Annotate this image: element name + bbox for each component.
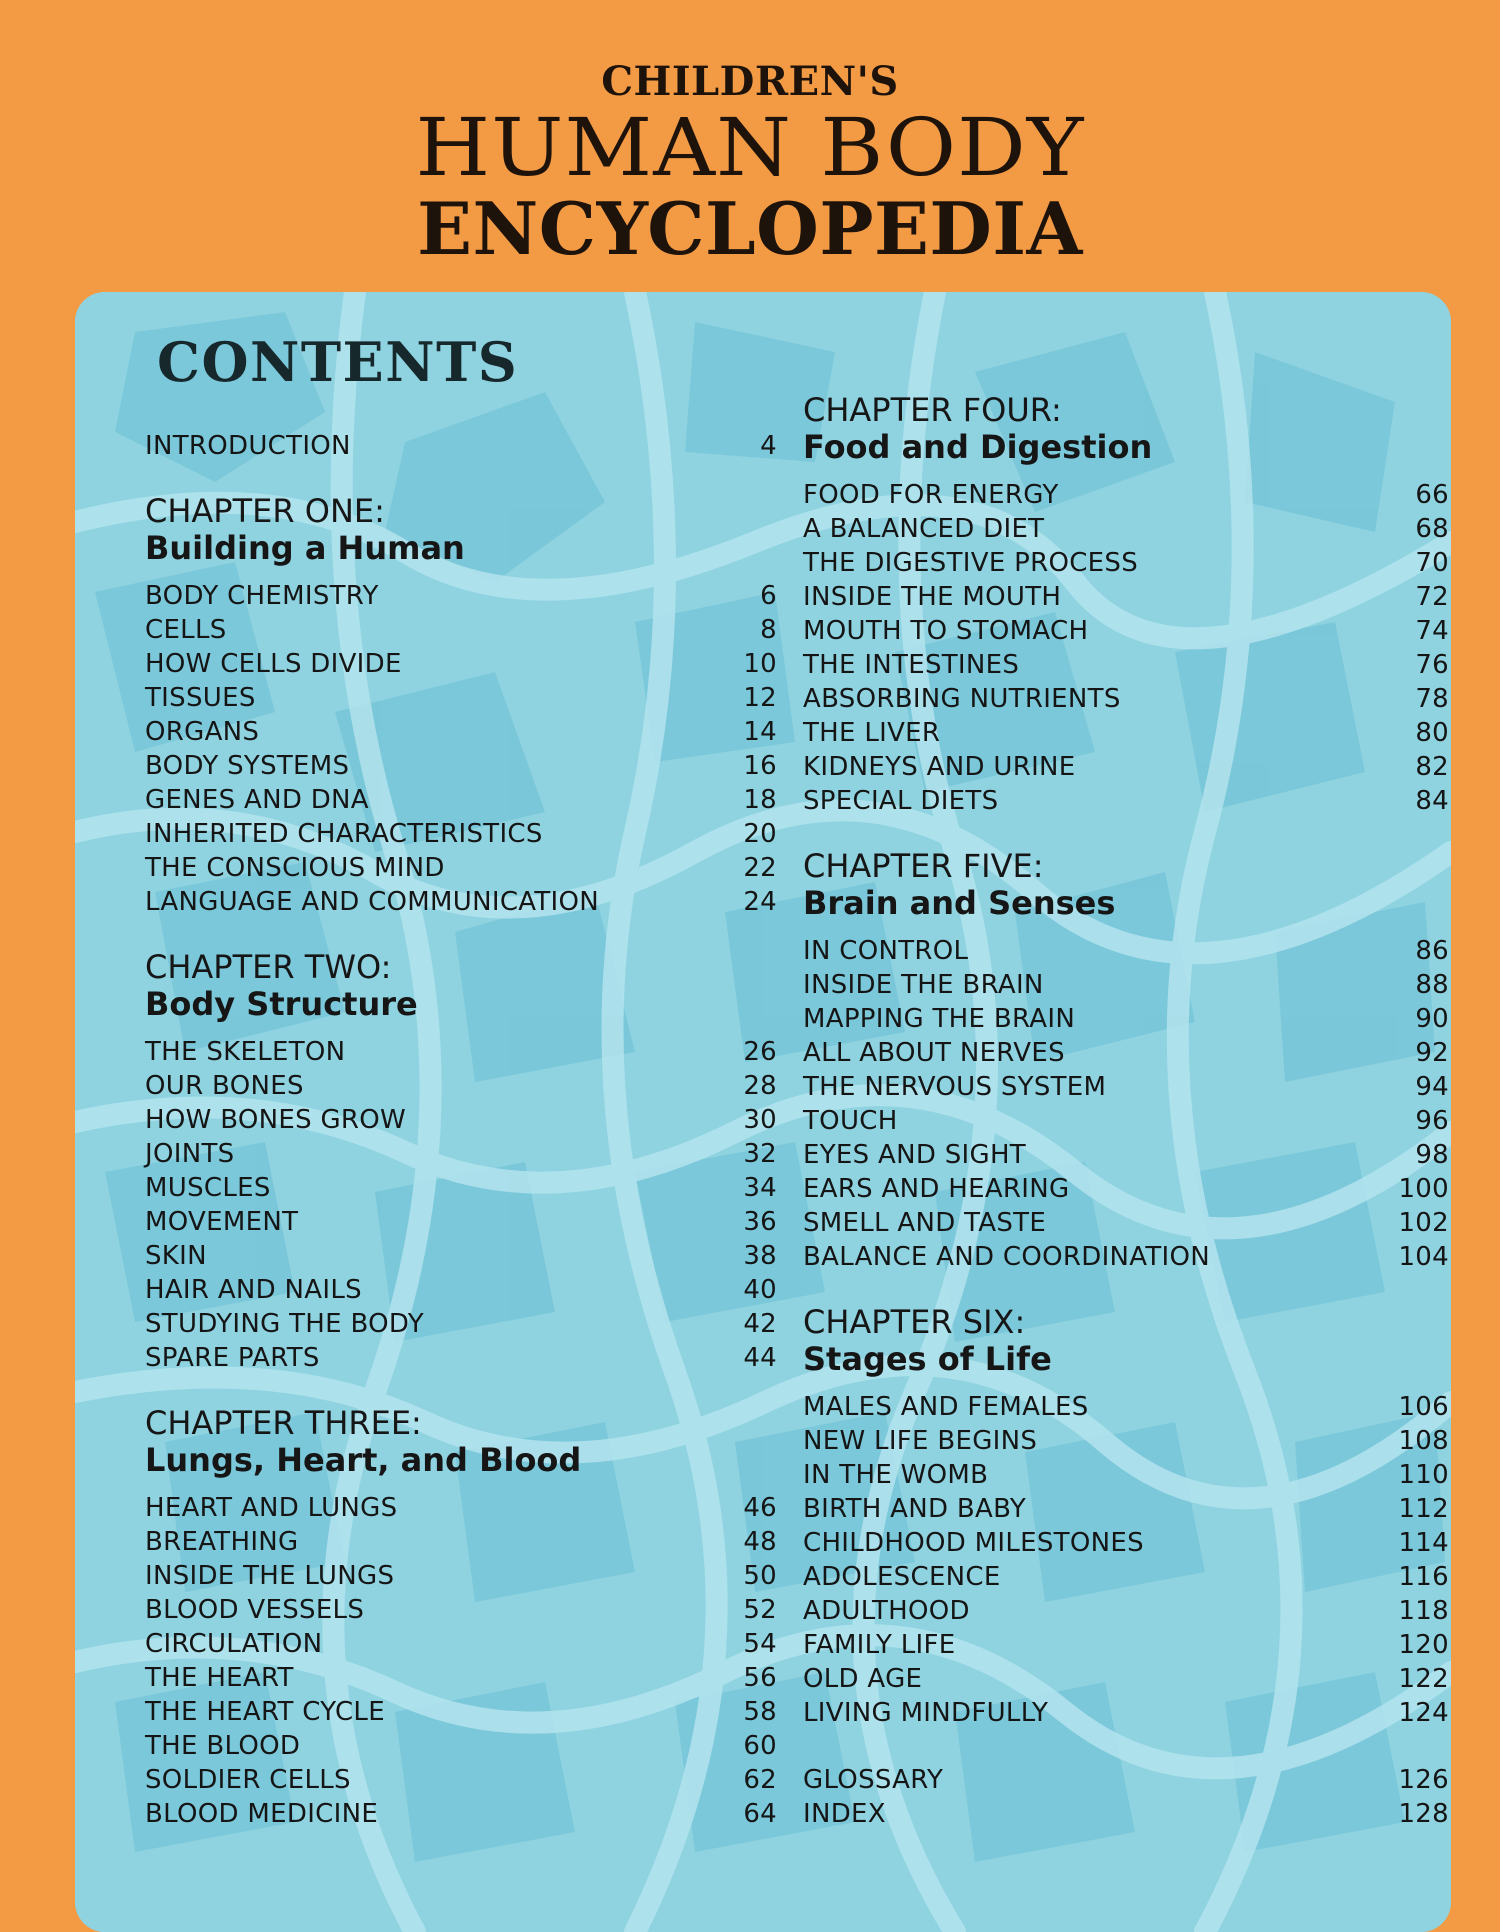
toc-entry-index[interactable] xyxy=(803,1797,1449,1831)
chapter-heading-three xyxy=(145,1405,777,1479)
toc-entry-page: 8 xyxy=(760,615,777,645)
toc-entry-label: CIRCULATION xyxy=(145,1629,323,1659)
toc-entry[interactable] xyxy=(803,784,1449,818)
toc-entry-label: GENES AND DNA xyxy=(145,785,369,815)
toc-entry-label: MUSCLES xyxy=(145,1173,271,1203)
toc-entry-page: 60 xyxy=(743,1731,777,1761)
toc-entry-label: ADOLESCENCE xyxy=(803,1562,1001,1592)
toc-entry-page: 22 xyxy=(743,853,777,883)
toc-entry-page: 14 xyxy=(743,717,777,747)
toc-entry-label: FOOD FOR ENERGY xyxy=(803,480,1059,510)
toc-entry-label: NEW LIFE BEGINS xyxy=(803,1426,1038,1456)
toc-entry-label: EARS AND HEARING xyxy=(803,1174,1070,1204)
toc-entry-glossary[interactable] xyxy=(803,1763,1449,1797)
toc-entry[interactable] xyxy=(803,478,1449,512)
toc-entry-label: BREATHING xyxy=(145,1527,299,1557)
toc-entry-page: 120 xyxy=(1398,1630,1449,1660)
toc-entry[interactable] xyxy=(145,885,777,919)
toc-entry[interactable] xyxy=(145,1525,777,1559)
toc-entry-page: 56 xyxy=(743,1663,777,1693)
title-line-encyclopedia: ENCYCLOPEDIA xyxy=(417,186,1083,271)
spacer xyxy=(803,1730,1449,1763)
chapter-number: CHAPTER TWO: xyxy=(145,948,392,986)
toc-entry[interactable] xyxy=(145,1205,777,1239)
toc-entry[interactable] xyxy=(145,1137,777,1171)
toc-entry[interactable] xyxy=(803,1172,1449,1206)
toc-entry-page: 92 xyxy=(1415,1038,1449,1068)
toc-entry[interactable] xyxy=(145,1307,777,1341)
toc-entry-label: THE LIVER xyxy=(803,718,941,748)
toc-entry-page: 76 xyxy=(1415,650,1449,680)
toc-entry-page: 20 xyxy=(743,819,777,849)
chapter-number: CHAPTER FOUR: xyxy=(803,391,1062,429)
toc-entry-label: HEART AND LUNGS xyxy=(145,1493,398,1523)
toc-entry-label: IN THE WOMB xyxy=(803,1460,989,1490)
toc-entry-page: 62 xyxy=(743,1765,777,1795)
chapter-number: CHAPTER ONE: xyxy=(145,492,385,530)
toc-entry[interactable] xyxy=(803,1526,1449,1560)
toc-entry-page: 90 xyxy=(1415,1004,1449,1034)
toc-entry-page: 78 xyxy=(1415,684,1449,714)
toc-entry-page: 96 xyxy=(1415,1106,1449,1136)
toc-entry[interactable] xyxy=(803,1206,1449,1240)
chapter-heading-four xyxy=(803,392,1449,466)
toc-entry-page: 80 xyxy=(1415,718,1449,748)
chapter-heading-two xyxy=(145,949,777,1023)
toc-entry[interactable] xyxy=(145,1627,777,1661)
toc-entry-label: JOINTS xyxy=(145,1139,235,1169)
toc-entry-label: THE BLOOD xyxy=(145,1731,301,1761)
toc-entry-label: CHILDHOOD MILESTONES xyxy=(803,1528,1144,1558)
toc-entry-page: 98 xyxy=(1415,1140,1449,1170)
toc-entry-page: 126 xyxy=(1398,1765,1449,1795)
toc-entry-page: 18 xyxy=(743,785,777,815)
toc-entry-label: SPARE PARTS xyxy=(145,1343,320,1373)
toc-entry[interactable] xyxy=(803,1560,1449,1594)
toc-entry[interactable] xyxy=(145,579,777,613)
toc-entry-page: 94 xyxy=(1415,1072,1449,1102)
toc-entry-page: 6 xyxy=(760,581,777,611)
toc-entry-label: THE HEART CYCLE xyxy=(145,1697,385,1727)
toc-entry[interactable] xyxy=(803,750,1449,784)
toc-entry-label: GLOSSARY xyxy=(803,1765,944,1795)
toc-entry[interactable] xyxy=(145,1035,777,1069)
chapter-number: CHAPTER FIVE: xyxy=(803,847,1044,885)
toc-entry-page: 114 xyxy=(1398,1528,1449,1558)
toc-entry-label: EYES AND SIGHT xyxy=(803,1140,1026,1170)
toc-entry-label: THE DIGESTIVE PROCESS xyxy=(803,548,1139,578)
toc-entry-page: 38 xyxy=(743,1241,777,1271)
toc-entry-page: 100 xyxy=(1398,1174,1449,1204)
toc-entry-label: BLOOD VESSELS xyxy=(145,1595,365,1625)
toc-entry-label: HOW BONES GROW xyxy=(145,1105,407,1135)
toc-entry-label: OUR BONES xyxy=(145,1071,304,1101)
toc-entry[interactable] xyxy=(145,1559,777,1593)
toc-entry-label: INSIDE THE BRAIN xyxy=(803,970,1044,1000)
toc-entry-page: 82 xyxy=(1415,752,1449,782)
toc-entry[interactable] xyxy=(145,647,777,681)
toc-entry-label: TISSUES xyxy=(145,683,256,713)
toc-entry-page: 50 xyxy=(743,1561,777,1591)
toc-entry[interactable] xyxy=(803,1104,1449,1138)
toc-entry-label: THE HEART xyxy=(145,1663,294,1693)
toc-entry[interactable] xyxy=(803,1240,1449,1274)
toc-entry-label: HOW CELLS DIVIDE xyxy=(145,649,402,679)
toc-entry[interactable] xyxy=(803,1458,1449,1492)
toc-entry-label: MOVEMENT xyxy=(145,1207,299,1237)
toc-entry-label: BLOOD MEDICINE xyxy=(145,1799,379,1829)
toc-entry-label: A BALANCED DIET xyxy=(803,514,1045,544)
toc-entry-page: 52 xyxy=(743,1595,777,1625)
toc-entry[interactable] xyxy=(803,1138,1449,1172)
toc-entry[interactable] xyxy=(145,1171,777,1205)
toc-entry-page: 28 xyxy=(743,1071,777,1101)
toc-entry-page: 70 xyxy=(1415,548,1449,578)
toc-entry-page: 108 xyxy=(1398,1426,1449,1456)
toc-entry[interactable] xyxy=(803,1594,1449,1628)
toc-entry-page: 42 xyxy=(743,1309,777,1339)
toc-entry-page: 4 xyxy=(760,431,777,461)
toc-entry-page: 84 xyxy=(1415,786,1449,816)
toc-entry-page: 26 xyxy=(743,1037,777,1067)
toc-entry-label: INTRODUCTION xyxy=(145,431,351,461)
toc-entry-page: 10 xyxy=(743,649,777,679)
toc-entry-label: THE NERVOUS SYSTEM xyxy=(803,1072,1107,1102)
toc-entry-label: ORGANS xyxy=(145,717,260,747)
toc-entry-label: INHERITED CHARACTERISTICS xyxy=(145,819,543,849)
toc-entry[interactable] xyxy=(803,1070,1449,1104)
toc-entry-page: 36 xyxy=(743,1207,777,1237)
toc-entry[interactable] xyxy=(145,681,777,715)
toc-entry[interactable] xyxy=(145,783,777,817)
toc-entry[interactable] xyxy=(145,749,777,783)
toc-entry-label: HAIR AND NAILS xyxy=(145,1275,362,1305)
toc-entry-label: SOLDIER CELLS xyxy=(145,1765,351,1795)
toc-entry-page: 122 xyxy=(1398,1664,1449,1694)
toc-entry[interactable] xyxy=(145,1341,777,1375)
chapter-heading-one xyxy=(145,493,777,567)
title-line-childrens: CHILDREN'S xyxy=(601,58,899,105)
toc-entry-page: 16 xyxy=(743,751,777,781)
contents-heading: CONTENTS xyxy=(157,330,519,394)
chapter-heading-six xyxy=(803,1304,1449,1378)
toc-entry-page: 116 xyxy=(1398,1562,1449,1592)
toc-entry-page: 54 xyxy=(743,1629,777,1659)
toc-entry[interactable] xyxy=(803,1628,1449,1662)
toc-entry[interactable] xyxy=(803,682,1449,716)
toc-entry-page: 46 xyxy=(743,1493,777,1523)
chapter-number: CHAPTER THREE: xyxy=(145,1404,422,1442)
chapter-title: Stages of Life xyxy=(803,1340,1052,1378)
toc-entry-label: INDEX xyxy=(803,1799,886,1829)
toc-entry[interactable] xyxy=(145,1797,777,1831)
toc-entry[interactable] xyxy=(803,512,1449,546)
contents-right-column xyxy=(803,392,1449,1831)
toc-entry-label: THE CONSCIOUS MIND xyxy=(145,853,445,883)
toc-entry-label: MOUTH TO STOMACH xyxy=(803,616,1089,646)
toc-entry-introduction[interactable] xyxy=(145,429,777,463)
toc-entry[interactable] xyxy=(803,1424,1449,1458)
toc-entry-page: 124 xyxy=(1398,1698,1449,1728)
toc-entry-page: 64 xyxy=(743,1799,777,1829)
toc-entry[interactable] xyxy=(803,1492,1449,1526)
toc-entry[interactable] xyxy=(145,1661,777,1695)
toc-entry-label: TOUCH xyxy=(803,1106,898,1136)
toc-entry-label: FAMILY LIFE xyxy=(803,1630,956,1660)
toc-entry-label: SMELL AND TASTE xyxy=(803,1208,1047,1238)
chapter-number: CHAPTER SIX: xyxy=(803,1303,1026,1341)
toc-entry-label: ABSORBING NUTRIENTS xyxy=(803,684,1121,714)
toc-entry-label: BIRTH AND BABY xyxy=(803,1494,1027,1524)
contents-left-column xyxy=(145,429,777,1831)
toc-entry-label: BALANCE AND COORDINATION xyxy=(803,1242,1211,1272)
toc-entry-page: 118 xyxy=(1398,1596,1449,1626)
toc-entry-label: THE INTESTINES xyxy=(803,650,1020,680)
toc-entry-label: THE SKELETON xyxy=(145,1037,346,1067)
toc-entry[interactable] xyxy=(145,613,777,647)
toc-entry-label: LIVING MINDFULLY xyxy=(803,1698,1049,1728)
toc-entry-page: 102 xyxy=(1398,1208,1449,1238)
toc-entry-page: 44 xyxy=(743,1343,777,1373)
title-line-human-body: HUMAN BODY xyxy=(415,101,1085,194)
toc-entry-label: OLD AGE xyxy=(803,1664,923,1694)
toc-entry[interactable] xyxy=(145,715,777,749)
toc-entry[interactable] xyxy=(803,1390,1449,1424)
toc-entry[interactable] xyxy=(803,934,1449,968)
toc-entry-page: 66 xyxy=(1415,480,1449,510)
toc-entry-page: 40 xyxy=(743,1275,777,1305)
toc-entry-page: 48 xyxy=(743,1527,777,1557)
toc-entry[interactable] xyxy=(803,1036,1449,1070)
toc-entry-label: ALL ABOUT NERVES xyxy=(803,1038,1065,1068)
toc-entry-label: INSIDE THE LUNGS xyxy=(145,1561,395,1591)
contents-panel xyxy=(75,292,1451,1932)
toc-entry-label: STUDYING THE BODY xyxy=(145,1309,424,1339)
toc-entry[interactable] xyxy=(145,1239,777,1273)
toc-entry[interactable] xyxy=(145,1069,777,1103)
toc-entry[interactable] xyxy=(145,851,777,885)
toc-entry[interactable] xyxy=(145,1695,777,1729)
toc-entry-page: 12 xyxy=(743,683,777,713)
toc-entry-page: 86 xyxy=(1415,936,1449,966)
toc-entry-page: 24 xyxy=(743,887,777,917)
toc-entry[interactable] xyxy=(803,1696,1449,1730)
toc-entry[interactable] xyxy=(803,648,1449,682)
toc-entry[interactable] xyxy=(803,580,1449,614)
toc-entry-label: KIDNEYS AND URINE xyxy=(803,752,1076,782)
chapter-title: Body Structure xyxy=(145,985,418,1023)
toc-entry-label: MALES AND FEMALES xyxy=(803,1392,1089,1422)
toc-entry[interactable] xyxy=(803,614,1449,648)
toc-entry-label: MAPPING THE BRAIN xyxy=(803,1004,1076,1034)
toc-entry[interactable] xyxy=(803,1002,1449,1036)
toc-entry[interactable] xyxy=(803,546,1449,580)
toc-entry[interactable] xyxy=(145,1729,777,1763)
toc-entry-page: 74 xyxy=(1415,616,1449,646)
toc-entry[interactable] xyxy=(803,1662,1449,1696)
toc-entry-label: ADULTHOOD xyxy=(803,1596,970,1626)
toc-entry-page: 72 xyxy=(1415,582,1449,612)
toc-entry-page: 32 xyxy=(743,1139,777,1169)
chapter-title: Building a Human xyxy=(145,529,465,567)
chapter-title: Brain and Senses xyxy=(803,884,1116,922)
toc-entry-label: CELLS xyxy=(145,615,227,645)
toc-entry[interactable] xyxy=(145,1763,777,1797)
chapter-heading-five xyxy=(803,848,1449,922)
toc-entry[interactable] xyxy=(803,968,1449,1002)
toc-entry-label: BODY SYSTEMS xyxy=(145,751,350,781)
toc-entry[interactable] xyxy=(145,817,777,851)
toc-entry[interactable] xyxy=(145,1103,777,1137)
toc-entry[interactable] xyxy=(803,716,1449,750)
book-title xyxy=(0,58,1500,271)
toc-entry-page: 110 xyxy=(1398,1460,1449,1490)
toc-entry-page: 88 xyxy=(1415,970,1449,1000)
toc-entry-page: 68 xyxy=(1415,514,1449,544)
toc-entry-label: LANGUAGE AND COMMUNICATION xyxy=(145,887,600,917)
toc-entry-page: 106 xyxy=(1398,1392,1449,1422)
chapter-title: Food and Digestion xyxy=(803,428,1153,466)
chapter-title: Lungs, Heart, and Blood xyxy=(145,1441,582,1479)
toc-entry-page: 104 xyxy=(1398,1242,1449,1272)
toc-entry[interactable] xyxy=(145,1593,777,1627)
toc-entry-label: IN CONTROL xyxy=(803,936,969,966)
toc-entry-label: SPECIAL DIETS xyxy=(803,786,999,816)
toc-entry[interactable] xyxy=(145,1273,777,1307)
toc-entry[interactable] xyxy=(145,1491,777,1525)
toc-entry-page: 112 xyxy=(1398,1494,1449,1524)
toc-entry-page: 128 xyxy=(1398,1799,1449,1829)
toc-entry-page: 58 xyxy=(743,1697,777,1727)
toc-entry-page: 34 xyxy=(743,1173,777,1203)
toc-entry-label: SKIN xyxy=(145,1241,207,1271)
toc-entry-label: BODY CHEMISTRY xyxy=(145,581,379,611)
toc-entry-label: INSIDE THE MOUTH xyxy=(803,582,1062,612)
toc-entry-page: 30 xyxy=(743,1105,777,1135)
